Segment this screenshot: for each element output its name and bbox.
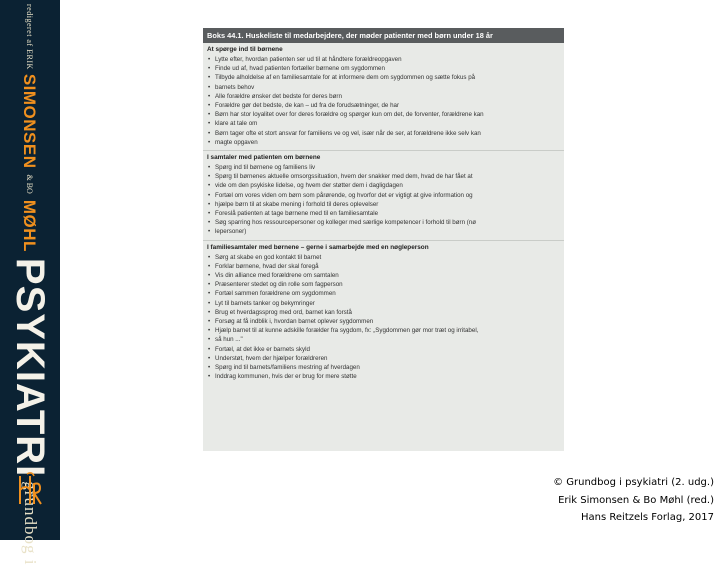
spine-title: PSYKIATRI: [8, 257, 52, 478]
checklist-section: [203, 240, 564, 385]
checklist-section: [203, 43, 564, 150]
checklist-section: [203, 150, 564, 240]
checklist-item: • så hun ...": [207, 335, 560, 344]
spine-author-2: MØHL: [20, 199, 40, 252]
checklist-item: • Inddrag kommunen, hvis der er brug for mere støtte: [207, 372, 560, 381]
spine-subtitle: grundbog i: [21, 481, 40, 565]
checklist-item: • Tilbyde alholdelse af en familiesamtale for at informere dem om sygdommen og sætte fokus på: [207, 73, 560, 82]
copyright-line-3: Hans Reitzels Forlag, 2017: [581, 512, 714, 523]
checklist-item: • barnets behov: [207, 83, 560, 92]
spine-author-names: [22, 74, 39, 169]
checklist-item: • Fortæl om vores viden om børn som pårørende, og hvorfor det er vigtigt at give information og: [207, 191, 560, 200]
checklist-item: • Alle forældre ønsker det bedste for deres børn: [207, 92, 560, 101]
checklist-box: [203, 28, 564, 451]
checklist-item: • Søg sparring hos ressourcepersoner og kolleger med særlige kompetencer i forhold til børn (nø: [207, 218, 560, 227]
checklist-item: • Vis din alliance med forældrene om samtalen: [207, 271, 560, 280]
hr-logo-icon: [14, 470, 46, 510]
checklist-list: [207, 253, 560, 382]
checklist-item: • Understøt, hvem der hjælper forældreren: [207, 354, 560, 363]
checklist-item: • lepersoner): [207, 227, 560, 236]
checklist-item: • Spørg ind til børnene og familiens liv: [207, 163, 560, 172]
checklist-item: • hjælpe børn til at skabe mening i forhold til deres oplevelser: [207, 200, 560, 209]
checklist-item: • vide om den psykiske lidelse, og hvem der støtter dem i dagligdagen: [207, 181, 560, 190]
checklist-item: • klare at tale om: [207, 119, 560, 128]
checklist-item: • Spørg til børnenes aktuelle omsorgssituation, hvem der snakker med dem, hvad de har fået at: [207, 172, 560, 181]
checklist-item: • Sørg at skabe en god kontakt til barnet: [207, 253, 560, 262]
checklist-item: • Forsøg at få indblik i, hvordan barnet oplever sygdommen: [207, 317, 560, 326]
checklist-item: • Hjælp barnet til at kunne adskille forælder fra sygdom, fx: „Sygdommen gør mor træt og irritabel,: [207, 326, 560, 335]
checklist-item: • magte opgaven: [207, 138, 560, 147]
copyright-notice: [553, 474, 714, 527]
checklist-item: • Præsenterer stedet og din rolle som fagperson: [207, 280, 560, 289]
checklist-sections: [203, 43, 564, 385]
checklist-item: • Børn tager ofte et stort ansvar for familiens ve og vel, især når de ser, at forældrene ikke selv kan: [207, 129, 560, 138]
spine-text: [0, 0, 60, 565]
checklist-item: • Børn har stor loyalitet over for deres forældre og spørger kun om det, de forventer, forældrene kan: [207, 110, 560, 119]
checklist-item: • Forklar børnene, hvad der skal foregå: [207, 262, 560, 271]
checklist-item: • Fortæl sammen forældrene om sygdommen: [207, 289, 560, 298]
checklist-item: • Fortæl, at det ikke er barnets skyld: [207, 345, 560, 354]
checklist-section-title: I samtaler med patienten om børnene: [207, 154, 321, 162]
spine-author-1: SIMONSEN: [20, 73, 40, 169]
book-spine: [0, 0, 60, 565]
checklist-item: • Brug et hverdagssprog med ord, barnet kan forstå: [207, 308, 560, 317]
checklist-item: • Forældre gør det bedste, de kan – ud fra de forudsætninger, de har: [207, 101, 560, 110]
spine-editor-label: redigeret af ERIK: [25, 4, 35, 70]
checklist-item: • Foreslå patienten at tage børnene med til en familiesamtale: [207, 209, 560, 218]
copyright-line-2: Erik Simonsen & Bo Møhl (red.): [558, 494, 714, 506]
spine-author-names-2: [22, 200, 39, 252]
checklist-header: Boks 44.1. Huskeliste til medarbejdere, der møder patienter med børn under 18 år: [203, 28, 564, 43]
checklist-item: • Spørg ind til barnets/familiens mestring af hverdagen: [207, 363, 560, 372]
spine-and-label: & BO: [25, 174, 35, 194]
checklist-section-title: I familiesamtaler med børnene – gerne i samarbejde med en nøgleperson: [207, 243, 429, 251]
checklist-item: • Lytte efter, hvordan patienten ser ud til at håndtere forældreopgaven: [207, 55, 560, 64]
checklist-list: [207, 55, 560, 147]
copyright-line-1: © Grundbog i psykiatri (2. udg.): [553, 477, 714, 488]
checklist-item: • Lyt til barnets tanker og bekymringer: [207, 299, 560, 308]
checklist-list: [207, 163, 560, 237]
checklist-item: • Finde ud af, hvad patienten fortæller børnene om sygdommen: [207, 64, 560, 73]
checklist-section-title: At spørge ind til børnene: [207, 46, 283, 53]
